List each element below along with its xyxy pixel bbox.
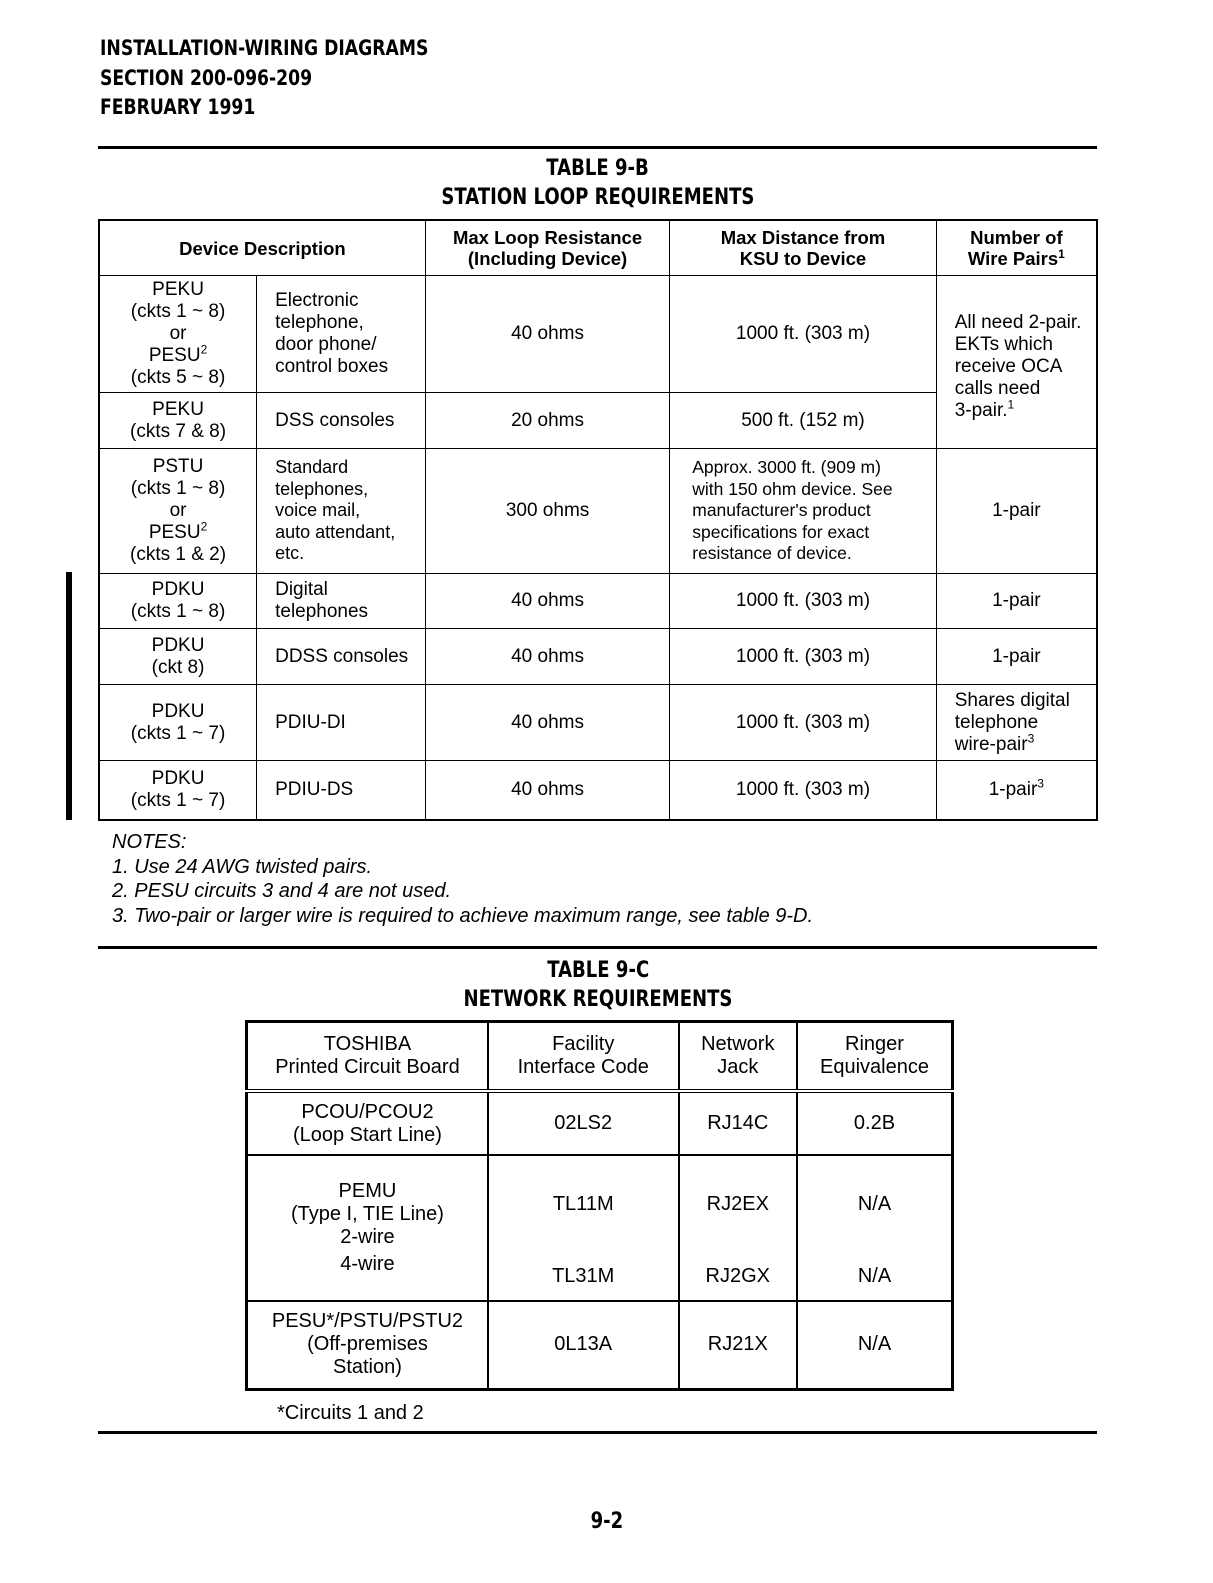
station-loop-table [98,219,1098,821]
table-b-name: STATION LOOP REQUIREMENTS [441,185,755,210]
pairs-cell: Shares digital telephone wire-pair$^3$ [936,685,1097,761]
board-cell: 4-wire [247,1253,488,1301]
distance-cell: 1000 ft. (303 m) [670,685,936,761]
resistance-cell: 300 ohms [425,449,669,574]
ringer-cell: N/A [797,1301,952,1389]
ringer-cell: N/A [797,1253,952,1301]
document-header [100,34,500,123]
table-b-title [98,154,1098,212]
header-section: SECTION 200-096-209 [100,65,313,90]
table-b-header-row [99,220,1097,276]
resistance-cell: 40 ohms [425,629,669,685]
header-wire-pairs: Number of Wire Pairs$^1$ [936,220,1097,276]
distance-cell: 1000 ft. (303 m) [670,629,936,685]
unit-cell: PDKU (ckts 1 ~ 8) [99,574,257,629]
table-row [99,276,1097,393]
header-max-loop-resistance: Max Loop Resistance (Including Device) [425,220,669,276]
resistance-cell: 40 ohms [425,276,669,393]
bottom-rule [98,1431,1097,1434]
pairs-cell: 1-pair$^3$ [936,761,1097,820]
description-cell: PDIU-DI [257,685,426,761]
unit-cell: PDKU (ckts 1 ~ 7) [99,685,257,761]
table-c-number: TABLE 9-C [546,958,649,983]
header-board: TOSHIBA Printed Circuit Board [247,1022,488,1092]
header-jack: Network Jack [679,1022,797,1092]
table-row [99,685,1097,761]
resistance-cell: 40 ohms [425,574,669,629]
distance-cell: 1000 ft. (303 m) [670,761,936,820]
distance-cell: 500 ft. (152 m) [670,393,936,449]
middle-rule [98,946,1097,949]
change-bar [66,572,72,820]
unit-cell: PDKU (ckts 1 ~ 7) [99,761,257,820]
note-item: 1. Use 24 AWG twisted pairs. [112,855,373,878]
jack-cell: RJ14C [679,1091,797,1155]
table-row [247,1301,953,1389]
table-c-name: NETWORK REQUIREMENTS [463,987,733,1012]
table-row [99,574,1097,629]
table-row [247,1155,953,1253]
pairs-cell: 1-pair [936,629,1097,685]
table-row [99,629,1097,685]
table-row [99,761,1097,820]
description-cell: Standard telephones, voice mail, auto attendant, etc. [257,449,426,574]
description-cell: Digital telephones [257,574,426,629]
table-b-number: TABLE 9-B [546,156,650,181]
table-row [247,1253,953,1301]
table-c-header-row [247,1022,953,1092]
header-title: INSTALLATION-WIRING DIAGRAMS [100,36,429,60]
header-ringer: Ringer Equivalence [797,1022,952,1092]
page-number: 9-2 [590,1509,623,1534]
unit-cell: PSTU (ckts 1 ~ 8) or PESU$^2$ (ckts 1 & 2) [99,449,257,574]
table-b-notes [112,830,813,928]
fic-cell: TL31M [488,1253,679,1301]
jack-cell: RJ2EX [679,1155,797,1253]
note-item: 2. PESU circuits 3 and 4 are not used. [112,880,452,902]
ringer-cell: N/A [797,1155,952,1253]
fic-cell: 02LS2 [488,1091,679,1155]
description-cell: PDIU-DS [257,761,426,820]
distance-cell: Approx. 3000 ft. (909 m) with 150 ohm device. See manufacturer's product specifications for exact resistance of device. [670,449,936,574]
board-cell: PCOU/PCOU2 (Loop Start Line) [247,1091,488,1155]
pairs-cell: 1-pair [936,449,1097,574]
unit-cell: PEKU (ckts 7 & 8) [99,393,257,449]
fic-cell: 0L13A [488,1301,679,1389]
note-item: 3. Two-pair or larger wire is required to achieve maximum range, see table 9-D. [112,904,814,927]
jack-cell: RJ21X [679,1301,797,1389]
top-rule [98,146,1097,149]
unit-cell: PEKU (ckts 1 ~ 8) or PESU$^2$ (ckts 5 ~ 8) [99,276,257,393]
header-max-distance: Max Distance from KSU to Device [670,220,936,276]
ringer-cell: 0.2B [797,1091,952,1155]
description-cell: Electronic telephone, door phone/ control boxes [257,276,426,393]
header-fic: Facility Interface Code [488,1022,679,1092]
resistance-cell: 20 ohms [425,393,669,449]
description-cell: DSS consoles [257,393,426,449]
fic-cell: TL11M [488,1155,679,1253]
pairs-cell: 1-pair [936,574,1097,629]
jack-cell: RJ2GX [679,1253,797,1301]
header-date: FEBRUARY 1991 [100,95,256,119]
description-cell: DDSS consoles [257,629,426,685]
unit-cell: PDKU (ckt 8) [99,629,257,685]
distance-cell: 1000 ft. (303 m) [670,574,936,629]
table-row [99,449,1097,574]
distance-cell: 1000 ft. (303 m) [670,276,936,393]
notes-heading: NOTES: [112,831,187,853]
board-cell: PESU*/PSTU/PSTU2 (Off-premises Station) [247,1301,488,1389]
table-c-title [98,956,1098,1014]
board-cell: PEMU (Type I, TIE Line) 2-wire [247,1155,488,1253]
resistance-cell: 40 ohms [425,761,669,820]
shared-pairs-cell: All need 2-pair. EKTs which receive OCA calls need 3-pair.$^1$ [936,276,1097,449]
table-row [247,1091,953,1155]
network-requirements-table [245,1020,954,1391]
resistance-cell: 40 ohms [425,685,669,761]
table-c-footnote: *Circuits 1 and 2 [277,1402,424,1424]
header-device-description: Device Description [99,220,425,276]
